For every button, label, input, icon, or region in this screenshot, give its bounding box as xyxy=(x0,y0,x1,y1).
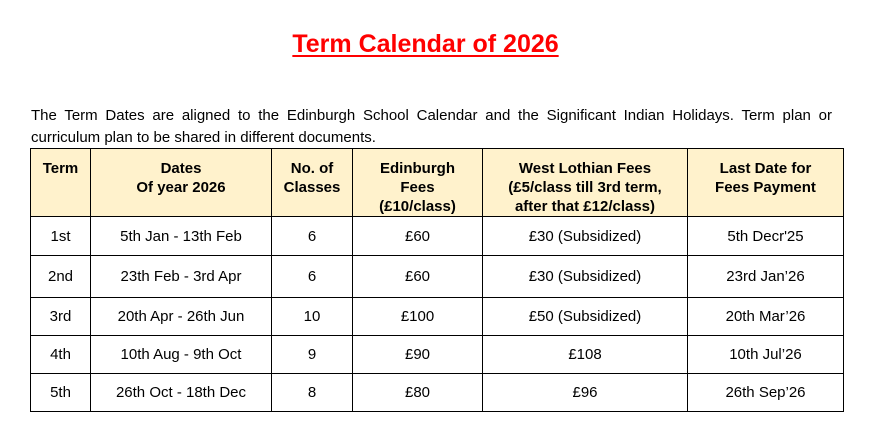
cell-edinburgh-fee: £60 xyxy=(353,256,483,298)
cell-last-date: 10th Jul’26 xyxy=(688,336,844,374)
header-edinburgh-line2: Fees xyxy=(400,179,435,196)
cell-last-date: 20th Mar’26 xyxy=(688,298,844,336)
cell-west-lothian-fee: £96 xyxy=(483,374,688,412)
header-last-date-line2: Fees Payment xyxy=(715,179,816,196)
cell-classes: 9 xyxy=(272,336,353,374)
cell-classes: 10 xyxy=(272,298,353,336)
table-row xyxy=(31,256,844,298)
cell-edinburgh-fee: £80 xyxy=(353,374,483,412)
cell-term: 2nd xyxy=(31,256,91,298)
table-row xyxy=(31,336,844,374)
cell-edinburgh-fee: £100 xyxy=(353,298,483,336)
header-edinburgh-line1: Edinburgh xyxy=(380,160,455,177)
cell-west-lothian-fee: £108 xyxy=(483,336,688,374)
cell-edinburgh-fee: £90 xyxy=(353,336,483,374)
cell-last-date: 26th Sep’26 xyxy=(688,374,844,412)
header-term-line: Term xyxy=(42,160,79,177)
table-header-row xyxy=(31,149,844,217)
cell-classes: 6 xyxy=(272,256,353,298)
header-classes-line2: Classes xyxy=(283,179,341,196)
header-last-date-line1: Last Date for xyxy=(719,160,812,177)
cell-edinburgh-fee: £60 xyxy=(353,217,483,256)
cell-term: 3rd xyxy=(31,298,91,336)
header-west-lothian-line2: (£5/class till 3rd term, xyxy=(508,179,662,196)
term-calendar-table xyxy=(30,148,844,412)
header-term xyxy=(31,149,91,217)
cell-term: 1st xyxy=(31,217,91,256)
cell-last-date: 5th Decr'25 xyxy=(688,217,844,256)
header-last-date xyxy=(688,149,844,217)
table-row xyxy=(31,217,844,256)
cell-last-date: 23rd Jan’26 xyxy=(688,256,844,298)
header-classes xyxy=(272,149,353,217)
cell-dates: 20th Apr - 26th Jun xyxy=(91,298,272,336)
header-dates-line1: Dates xyxy=(160,160,202,177)
header-west-lothian-fees xyxy=(483,149,688,217)
header-dates xyxy=(91,149,272,217)
table-row xyxy=(31,298,844,336)
table-row xyxy=(31,374,844,412)
cell-classes: 8 xyxy=(272,374,353,412)
header-west-lothian-line3: after that £12/class) xyxy=(514,198,656,215)
intro-paragraph: The Term Dates are aligned to the Edinburgh School Calendar and the Significant Indian Holidays. Term plan or curriculum plan to be shared in different documents. xyxy=(31,107,832,146)
cell-term: 4th xyxy=(31,336,91,374)
cell-west-lothian-fee: £30 (Subsidized) xyxy=(483,256,688,298)
cell-dates: 10th Aug - 9th Oct xyxy=(91,336,272,374)
page-title-text: Term Calendar of 2026 xyxy=(292,30,559,58)
cell-west-lothian-fee: £50 (Subsidized) xyxy=(483,298,688,336)
cell-classes: 6 xyxy=(272,217,353,256)
cell-dates: 5th Jan - 13th Feb xyxy=(91,217,272,256)
cell-term: 5th xyxy=(31,374,91,412)
header-edinburgh-fees xyxy=(353,149,483,217)
cell-west-lothian-fee: £30 (Subsidized) xyxy=(483,217,688,256)
page-title xyxy=(0,30,851,59)
cell-dates: 23th Feb - 3rd Apr xyxy=(91,256,272,298)
header-edinburgh-line3: (£10/class) xyxy=(379,198,456,215)
header-classes-line1: No. of xyxy=(290,160,334,177)
cell-dates: 26th Oct - 18th Dec xyxy=(91,374,272,412)
header-dates-line2: Of year 2026 xyxy=(136,179,226,196)
header-west-lothian-line1: West Lothian Fees xyxy=(518,160,652,177)
